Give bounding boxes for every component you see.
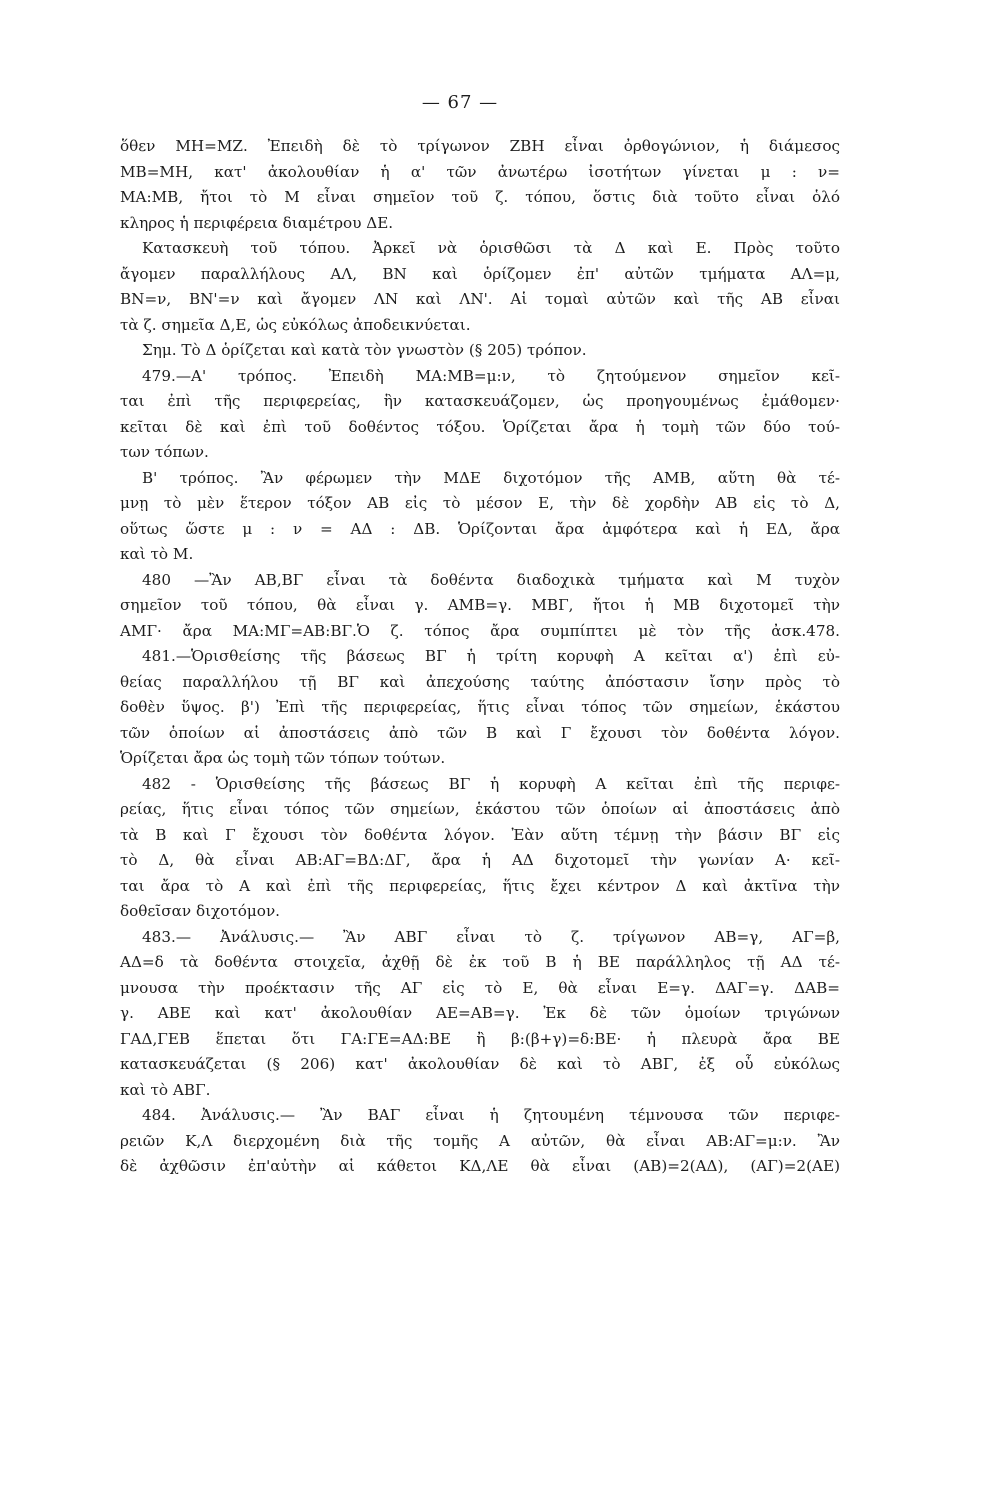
text-line: μνῃ τὸ μὲν ἕτερον τόξον ΑΒ εἰς τὸ μέσον Ε, τὴν δὲ χορδὴν ΑΒ εἰς τὸ Δ, [120,494,840,512]
text-line: κληρος ἡ περιφέρεια διαμέτρου ΔΕ. [120,213,394,232]
text-line: τὰ ζ. σημεῖα Δ,Ε, ὡς εὐκόλως ἀποδεικνύεται. [120,315,471,334]
text-line: ΜΒ=ΜΗ, κατ' ἀκολουθίαν ἡ α' τῶν ἀνωτέρω ἰσοτήτων γίνεται μ : ν= [120,162,840,181]
body-text [120,134,840,1180]
text-line: θείας παραλλήλου τῇ ΒΓ καὶ ἀπεχούσης ταύτης ἀπόστασιν ἴσην πρὸς τὸ [120,672,840,691]
text-line: ται ἄρα τὸ Α καὶ ἐπὶ τῆς περιφερείας, ἥτις ἔχει κέντρον Δ καὶ ἀκτῖνα τὴν [120,876,840,895]
text-line: Κατασκευὴ τοῦ τόπου. Ἀρκεῖ νὰ ὁρισθῶσι τὰ Δ καὶ Ε. Πρὸς τοῦτο [142,239,840,257]
text-line: τῶν ὁποίων αἱ ἀποστάσεις ἀπὸ τῶν Β καὶ Γ ἔχουσι τὸν δοθέντα λόγον. [120,723,840,742]
text-line: 484. Ἀνάλυσις.— Ἂν ΒΑΓ εἶναι ἡ ζητουμένη τέμνουσα τῶν περιφε- [142,1106,840,1124]
text-line: οὕτως ὥστε μ : ν = ΑΔ : ΔΒ. Ὁρίζονται ἄρα ἀμφότερα καὶ ἡ ΕΔ, ἄρα [120,519,840,538]
text-line: ΑΜΓ· ἄρα ΜΑ:ΜΓ=ΑΒ:ΒΓ.Ὁ ζ. τόπος ἄρα συμπίπτει μὲ τὸν τῆς ἀσκ.478. [120,621,840,640]
text-line: δὲ ἀχθῶσιν ἐπ'αὐτὴν αἱ κάθετοι ΚΔ,ΛΕ θὰ εἶναι (ΑΒ)=2(ΑΔ), (ΑΓ)=2(ΑΕ) [120,1157,840,1175]
text-line: ρείας, ἥτις εἶναι τόπος τῶν σημείων, ἑκάστου τῶν ὁποίων αἱ ἀποστάσεις ἀπὸ [120,800,840,818]
text-line: ἄγομεν παραλλήλους ΑΛ, ΒΝ καὶ ὁρίζομεν ἐπ' αὐτῶν τμήματα ΑΛ=μ, [120,264,840,283]
text-line: γ. ΑΒΕ καὶ κατ' ἀκολουθίαν ΑΕ=ΑΒ=γ. Ἐκ δὲ τῶν ὁμοίων τριγώνων [120,1004,840,1022]
text-line: ΑΔ=δ τὰ δοθέντα στοιχεῖα, ἀχθῇ δὲ ἐκ τοῦ Β ἡ ΒΕ παράλληλος τῇ ΑΔ τέ- [120,953,840,971]
text-line: δοθὲν ὕψος. β') Ἐπὶ τῆς περιφερείας, ἥτις εἶναι τόπος τῶν σημείων, ἑκάστου [120,698,840,716]
text-line: μνουσα τὴν προέκτασιν τῆς ΑΓ εἰς τὸ Ε, θὰ εἶναι Ε=γ. ΔΑΓ=γ. ΔΑΒ= [120,978,840,997]
text-line: 482 - Ὁρισθείσης τῆς βάσεως ΒΓ ἡ κορυφὴ Α κεῖται ἐπὶ τῆς περιφε- [142,774,840,793]
text-line: κεῖται δὲ καὶ ἐπὶ τοῦ δοθέντος τόξου. Ὁρίζεται ἄρα ἡ τομὴ τῶν δύο τού- [120,417,840,436]
text-line: κατασκευάζεται (§ 206) κατ' ἀκολουθίαν δὲ καὶ τὸ ΑΒΓ, ἐξ οὗ εὐκόλως [120,1055,840,1073]
text-line: 481.—Ὁρισθείσης τῆς βάσεως ΒΓ ἡ τρίτη κορυφὴ Α κεῖται α') ἐπὶ εὐ- [142,647,840,665]
text-line: καὶ τὸ Μ. [120,545,194,563]
text-line: 479.—Α' τρόπος. Ἐπειδὴ ΜΑ:ΜΒ=μ:ν, τὸ ζητούμενον σημεῖον κεῖ- [142,366,840,385]
text-line: δοθεῖσαν διχοτόμον. [120,902,281,920]
text-line: Β' τρόπος. Ἂν φέρωμεν τὴν ΜΔΕ διχοτόμον τῆς ΑΜΒ, αὕτη θὰ τέ- [142,468,840,487]
text-line: Σημ. Τὸ Δ ὁρίζεται καὶ κατὰ τὸν γνωστὸν (§ 205) τρόπον. [142,341,587,359]
text-line: καὶ τὸ ΑΒΓ. [120,1080,211,1099]
text-line: σημεῖον τοῦ τόπου, θὰ εἶναι γ. ΑΜΒ=γ. ΜΒΓ, ἤτοι ἡ ΜΒ διχοτομεῖ τὴν [120,596,840,614]
text-line: ΜΑ:ΜΒ, ἤτοι τὸ Μ εἶναι σημεῖον τοῦ ζ. τόπου, ὅστις διὰ τοῦτο εἶναι ὁλό [120,188,840,206]
text-line: ρειῶν Κ,Λ διερχομένη διὰ τῆς τομῆς Α αὐτῶν, θὰ εἶναι ΑΒ:ΑΓ=μ:ν. Ἂν [120,1131,840,1150]
text-line: ΓΑΔ,ΓΕΒ ἕπεται ὅτι ΓΑ:ΓΕ=ΑΔ:ΒΕ ἢ β:(β+γ)=δ:ΒΕ· ἡ πλευρὰ ἄρα ΒΕ [120,1029,840,1048]
text-line: των τόπων. [120,443,209,461]
text-line: ΒΝ=ν, ΒΝ'=ν καὶ ἄγομεν ΛΝ καὶ ΛΝ'. Αἱ τομαὶ αὐτῶν καὶ τῆς ΑΒ εἶναι [120,290,840,308]
text-line: Ὁρίζεται ἄρα ὡς τομὴ τῶν τόπων τούτων. [120,749,446,767]
text-line: 480 —Ἂν ΑΒ,ΒΓ εἶναι τὰ δοθέντα διαδοχικὰ τμήματα καὶ Μ τυχὸν [142,570,840,589]
text-line: ὅθεν ΜΗ=ΜΖ. Ἐπειδὴ δὲ τὸ τρίγωνον ΖΒΗ εἶναι ὀρθογώνιον, ἡ διάμεσος [120,137,840,155]
text-line: 483.— Ἀνάλυσις.— Ἂν ΑΒΓ εἶναι τὸ ζ. τρίγωνον ΑΒ=γ, ΑΓ=β, [142,927,840,946]
text-line: τὰ Β καὶ Γ ἔχουσι τὸν δοθέντα λόγον. Ἐὰν αὕτη τέμνῃ τὴν βάσιν ΒΓ εἰς [120,825,840,844]
text-line: ται ἐπὶ τῆς περιφερείας, ἣν κατασκευάζομεν, ὡς προηγουμένως ἐμάθομεν· [120,392,840,410]
text-line: τὸ Δ, θὰ εἶναι ΑΒ:ΑΓ=ΒΔ:ΔΓ, ἄρα ἡ ΑΔ διχοτομεῖ τὴν γωνίαν Α· κεῖ- [120,851,840,869]
page-number: — 67 — [421,92,499,113]
